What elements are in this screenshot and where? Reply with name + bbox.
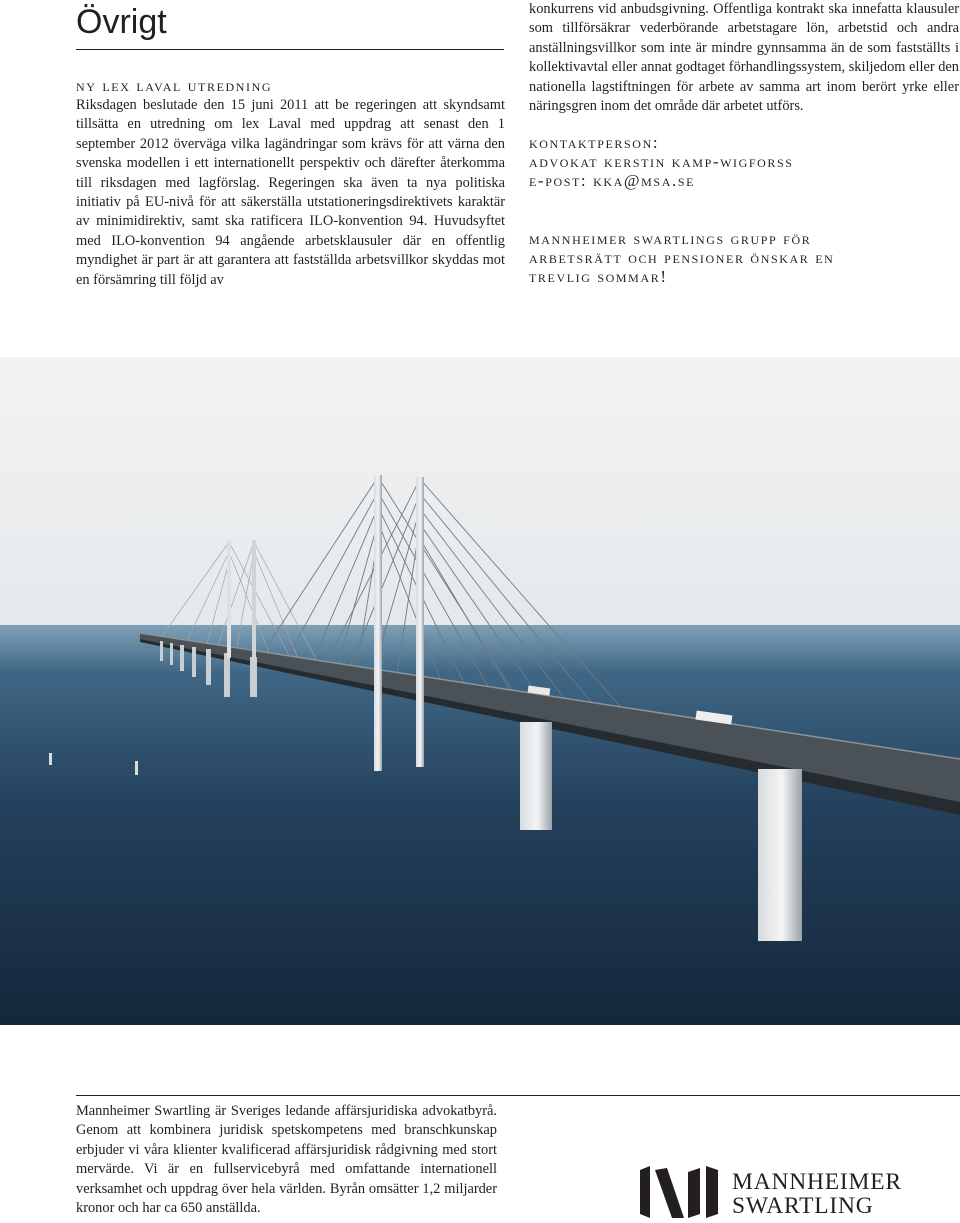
contact-block [529,133,960,190]
bridge-photo [0,357,960,1025]
article-body-right: konkurrens vid anbudsgivning. Offentliga kontrakt ska innefatta klausuler som tillförsäkrar vederbörande arbetstagare lön, arbetstid och andra anställningsvillkor som inte är mindre gynnsamma än de som fastställts i kollektivavtal eller annat godtaget förhandlingssystem, skiljedom eller den nationella lagstiftningen för arbete av samma art inom berört yrke eller näringsgren inom det område där arbetet utförs. [529,1,960,115]
contact-email: e-post: kka@msa.se [529,171,696,190]
article-body-left: Riksdagen beslutade den 15 juni 2011 att be regeringen att skyndsamt tillsätta en utredning om lex Laval med uppdrag att senast den 1 september 2012 överväga vilka lagändringar som krävs för att värna den svenska modellen i ett internationellt perspektiv och därefter återkomma till riksdagen med lagförslag. Regeringen ska även ta nya politiska initiativ på EU-nivå för att säkerställa utstationeringsdirektivets karaktär av minimidirektiv, samt ska ratificera ILO-konvention 94. Huvudsyftet med ILO-konvention 94 angående arbetsklausuler där en offentlig myndighet är part är att garantera att fastställda arbetsvillkor skyddas mot en försämring till följd av [76,97,505,288]
article-heading: ny lex laval utredning [76,76,273,95]
greeting-line: arbetsrätt och pensioner önskar en [529,248,835,267]
greeting-line: mannheimer swartlings grupp för [529,229,812,248]
logo-mark-icon [640,1166,724,1218]
contact-name: advokat kerstin kamp-wigforss [529,152,794,171]
page-title: Övrigt [76,3,167,41]
greeting-line: trevlig sommar! [529,267,668,286]
footer-divider [76,1095,960,1096]
contact-label: kontaktperson: [529,133,660,152]
logo-word-mannheimer: MANNHEIMER [732,1169,902,1195]
mannheimer-swartling-logo [640,1166,960,1222]
logo-word-swartling: SWARTLING [732,1193,874,1219]
title-divider [76,49,504,50]
summer-greeting [529,229,960,286]
footer-text: Mannheimer Swartling är Sveriges ledande affärsjuridiska advokatbyrå. Genom att kombinera juridisk spetskompetens med branschkunskap erbjuder vi våra klienter kvalificerad affärsjuridisk rådgivning med stort mervärde. Vi är en fullservicebyrå med omfattande internationell verksamhet och uppdrag över hela världen. Byrån omsätter 1,2 miljarder kronor och har ca 650 anställda. [76,1103,497,1217]
